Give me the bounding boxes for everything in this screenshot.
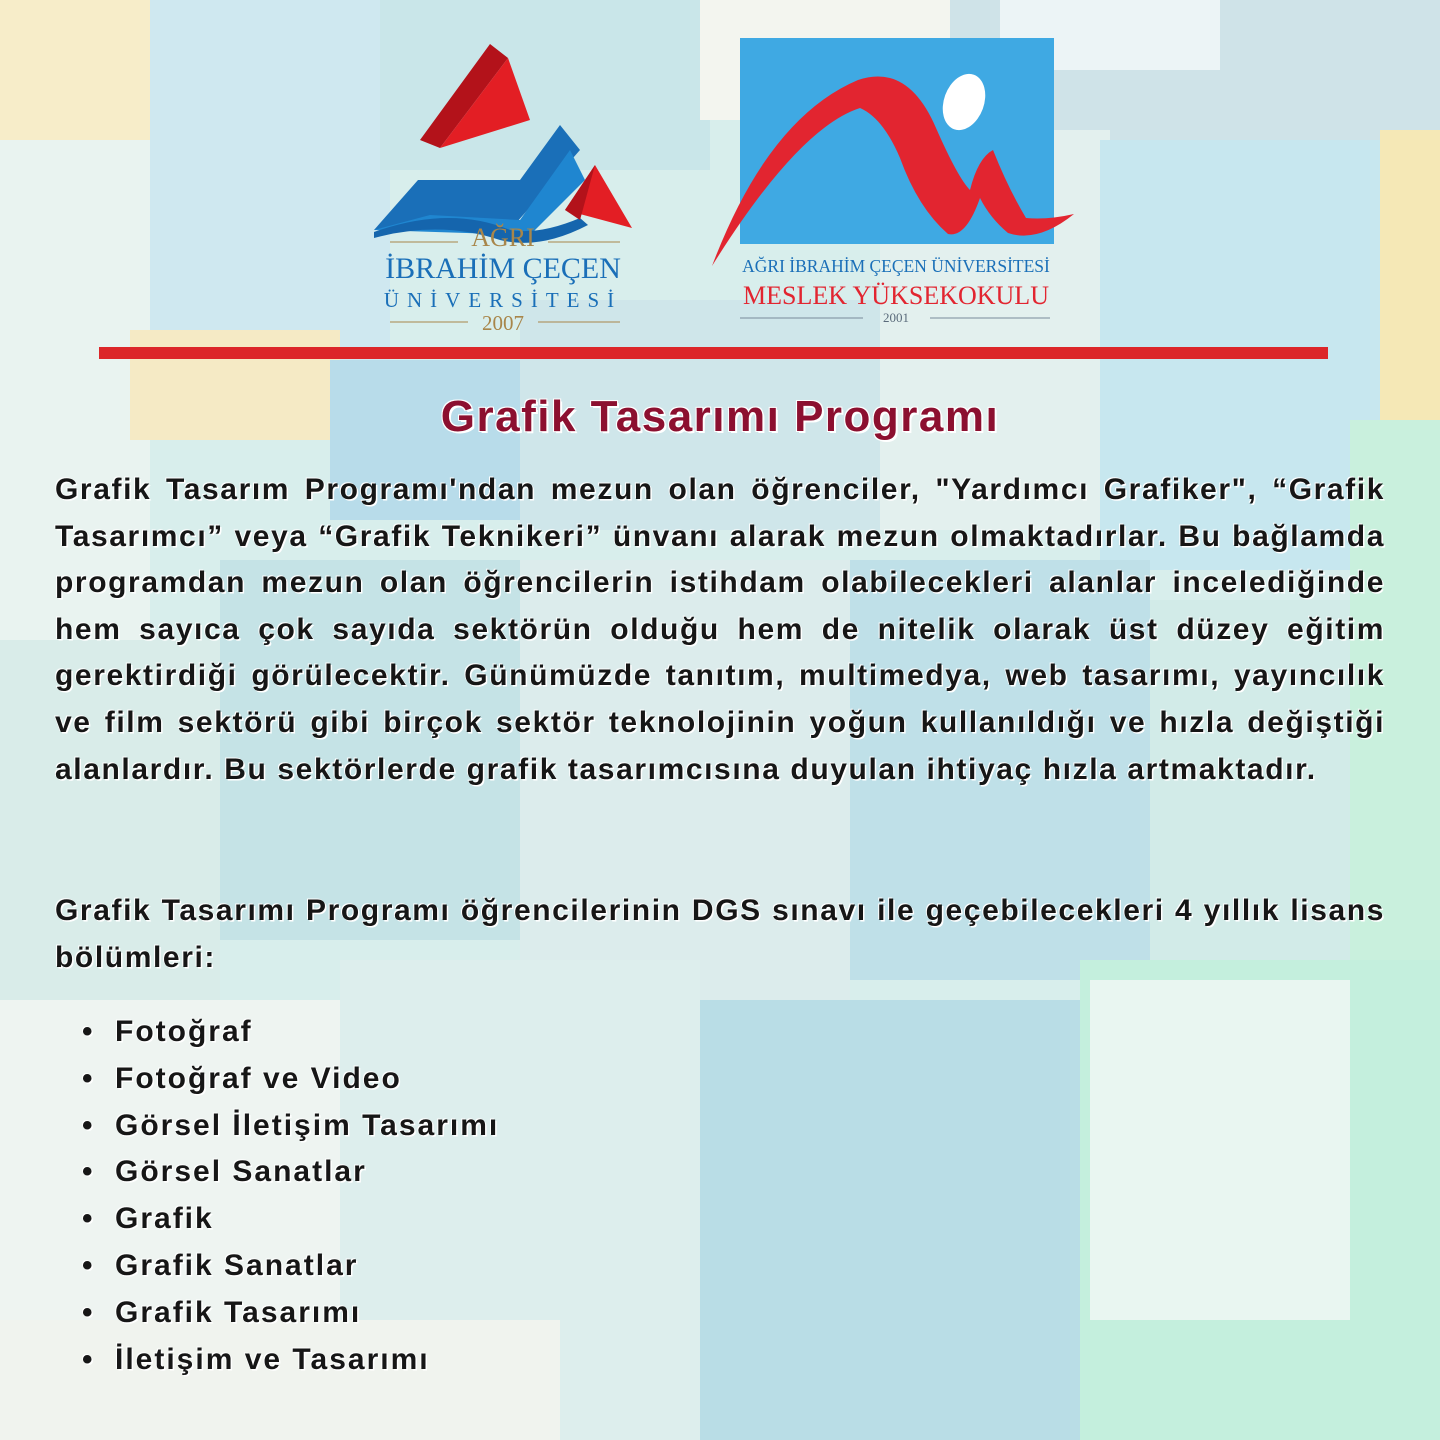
program-name: Grafik Tasarımı	[115, 1295, 362, 1329]
list-item	[82, 1337, 499, 1384]
logo-text-universitesi: ÜNİVERSİTESİ	[383, 288, 623, 312]
program-name: Fotoğraf ve Video	[115, 1061, 402, 1095]
logo-text-agri: AĞRI	[471, 223, 535, 252]
program-name: Grafik Sanatlar	[115, 1248, 359, 1282]
bullet-icon: •	[82, 1108, 95, 1142]
list-item	[82, 1103, 499, 1150]
list-item	[82, 1149, 499, 1196]
logo-text-year: 2001	[883, 310, 909, 325]
list-item	[82, 1290, 499, 1337]
vocational-school-emblem	[708, 38, 1078, 328]
bullet-icon: •	[82, 1248, 95, 1282]
list-item	[82, 1196, 499, 1243]
logo-text-university: AĞRI İBRAHİM ÇEÇEN ÜNİVERSİTESİ	[742, 256, 1050, 276]
bullet-icon: •	[82, 1061, 95, 1095]
program-name: Görsel Sanatlar	[115, 1155, 367, 1189]
logo-text-myo: MESLEK YÜKSEKOKULU	[743, 281, 1049, 310]
bullet-icon: •	[82, 1155, 95, 1189]
vocational-school-logo	[708, 38, 1078, 328]
dgs-intro-paragraph: Grafik Tasarımı Programı öğrencilerinin DGS sınavı ile geçebilecekleri 4 yıllık lisans bölümleri:	[55, 894, 1385, 974]
university-emblem	[370, 40, 635, 340]
logo-text-year: 2007	[482, 311, 524, 335]
header-divider	[99, 347, 1328, 359]
description-paragraph: Grafik Tasarım Programı'ndan mezun olan öğrenciler, "Yardımcı Grafiker", “Grafik Tasarımcı” veya “Grafik Teknikeri” ünvanı alarak mezun olmaktadırlar. Bu bağlamda programdan mezun olan öğrencilerin istihdam olabilecekleri alanlar incelediğinde hem sayıca çok sayıda sektörün olduğu hem de nitelik olarak üst düzey eğitim gerektirdiği görülecektir. Günümüzde tanıtım, multimedya, web tasarımı, yayıncılık ve film sektörü gibi birçok sektör teknolojinin yoğun kullanıldığı ve hızla değiştiği alanlardır. Bu sektörlerde grafik tasarımcısına duyulan ihtiyaç hızla artmaktadır.	[55, 473, 1385, 786]
university-logo	[370, 40, 635, 340]
bullet-icon: •	[82, 1015, 95, 1048]
bullet-icon: •	[82, 1202, 95, 1236]
bullet-icon: •	[82, 1342, 95, 1376]
bullet-icon: •	[82, 1295, 95, 1329]
program-list	[82, 1009, 499, 1383]
program-name: Fotoğraf	[115, 1015, 253, 1048]
page-title: Grafik Tasarımı Programı	[440, 392, 1000, 441]
list-item	[82, 1009, 499, 1056]
program-name: Görsel İletişim Tasarımı	[115, 1108, 500, 1142]
program-name: İletişim ve Tasarımı	[115, 1342, 430, 1376]
list-item	[82, 1243, 499, 1290]
logo-text-name: İBRAHİM ÇEÇEN	[385, 252, 621, 285]
program-name: Grafik	[115, 1202, 214, 1236]
list-item	[82, 1056, 499, 1103]
